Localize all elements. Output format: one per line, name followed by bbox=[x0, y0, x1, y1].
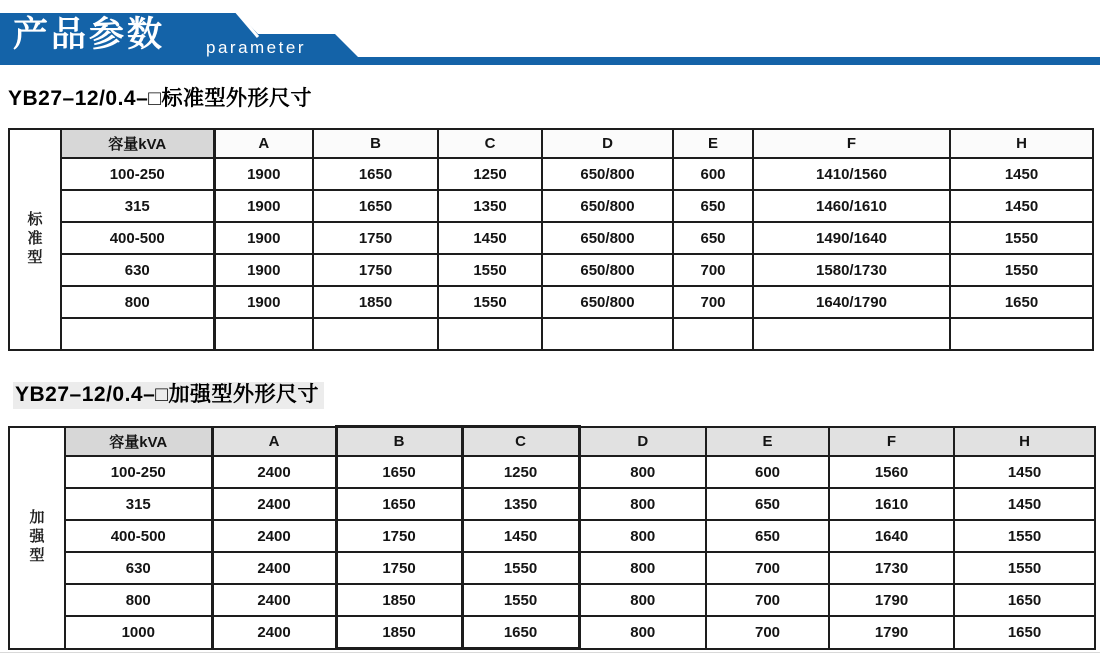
table-cell: 1850 bbox=[336, 584, 462, 616]
table-cell: 1450 bbox=[950, 190, 1093, 222]
table-cell: 700 bbox=[706, 616, 829, 649]
standard-dimensions-table bbox=[8, 128, 1094, 351]
table-cell: 1550 bbox=[950, 254, 1093, 286]
table-cell: 2400 bbox=[212, 552, 336, 584]
table-row bbox=[9, 158, 1093, 190]
table-cell: 1490/1640 bbox=[753, 222, 950, 254]
column-header: H bbox=[950, 129, 1093, 158]
table-cell: 1850 bbox=[336, 616, 462, 649]
table-cell: 1550 bbox=[954, 520, 1095, 552]
table-cell: 1750 bbox=[313, 254, 438, 286]
table-cell: 1450 bbox=[462, 520, 579, 552]
table-cell bbox=[542, 318, 673, 350]
table-cell: 1450 bbox=[950, 158, 1093, 190]
column-header: 容量kVA bbox=[61, 129, 214, 158]
table-cell: 1650 bbox=[954, 616, 1095, 649]
table-cell: 800 bbox=[579, 584, 706, 616]
table-cell: 1550 bbox=[950, 222, 1093, 254]
column-header: C bbox=[462, 427, 579, 457]
column-header: C bbox=[438, 129, 542, 158]
page-header-banner bbox=[0, 0, 1100, 70]
table-cell: 100-250 bbox=[61, 158, 214, 190]
table-cell: 800 bbox=[61, 286, 214, 318]
table-cell: 800 bbox=[579, 488, 706, 520]
table-cell: 2400 bbox=[212, 584, 336, 616]
table-cell: 600 bbox=[673, 158, 753, 190]
table-cell: 1460/1610 bbox=[753, 190, 950, 222]
table-cell: 1650 bbox=[313, 158, 438, 190]
table-cell: 2400 bbox=[212, 520, 336, 552]
table-header-row bbox=[9, 129, 1093, 158]
column-header: H bbox=[954, 427, 1095, 457]
table-cell: 1750 bbox=[336, 552, 462, 584]
table-cell: 400-500 bbox=[65, 520, 212, 552]
table-row bbox=[9, 584, 1095, 616]
table-cell: 650/800 bbox=[542, 286, 673, 318]
table-row bbox=[9, 488, 1095, 520]
table-cell: 800 bbox=[579, 520, 706, 552]
column-header: 容量kVA bbox=[65, 427, 212, 457]
table-cell: 1900 bbox=[214, 254, 313, 286]
side-type-label: 标准型 bbox=[9, 129, 61, 350]
table-cell: 1650 bbox=[336, 456, 462, 488]
table-cell bbox=[438, 318, 542, 350]
table-cell: 1410/1560 bbox=[753, 158, 950, 190]
section-title-reinforced: YB27–12/0.4–□加强型外形尺寸 bbox=[13, 382, 324, 409]
table-cell: 1450 bbox=[438, 222, 542, 254]
column-header: B bbox=[336, 427, 462, 457]
column-header: F bbox=[829, 427, 954, 457]
table-cell: 650/800 bbox=[542, 222, 673, 254]
table-cell: 1350 bbox=[462, 488, 579, 520]
table-row bbox=[9, 616, 1095, 649]
table-cell: 700 bbox=[673, 254, 753, 286]
table-cell: 800 bbox=[579, 456, 706, 488]
table-cell: 1560 bbox=[829, 456, 954, 488]
banner-title: 产品参数 bbox=[13, 15, 166, 54]
column-header: E bbox=[673, 129, 753, 158]
table-header-row bbox=[9, 427, 1095, 457]
table-cell: 700 bbox=[673, 286, 753, 318]
side-type-label: 加强型 bbox=[9, 427, 65, 649]
table-cell: 1850 bbox=[313, 286, 438, 318]
table-cell: 630 bbox=[61, 254, 214, 286]
table-cell: 800 bbox=[579, 616, 706, 649]
column-header: B bbox=[313, 129, 438, 158]
table-cell: 1450 bbox=[954, 456, 1095, 488]
table-cell bbox=[313, 318, 438, 350]
table-cell: 1640/1790 bbox=[753, 286, 950, 318]
table-cell: 1550 bbox=[954, 552, 1095, 584]
table-cell: 700 bbox=[706, 584, 829, 616]
table-cell: 1250 bbox=[438, 158, 542, 190]
table-cell: 800 bbox=[579, 552, 706, 584]
table-cell: 400-500 bbox=[61, 222, 214, 254]
table-row bbox=[9, 190, 1093, 222]
table-cell: 800 bbox=[65, 584, 212, 616]
table-cell: 1750 bbox=[313, 222, 438, 254]
bottom-divider bbox=[0, 652, 1100, 653]
table-cell: 1610 bbox=[829, 488, 954, 520]
column-header: E bbox=[706, 427, 829, 457]
table-cell: 315 bbox=[65, 488, 212, 520]
table-cell: 1000 bbox=[65, 616, 212, 649]
table-cell: 1900 bbox=[214, 286, 313, 318]
table-row bbox=[9, 254, 1093, 286]
table-row bbox=[9, 520, 1095, 552]
table-cell: 1350 bbox=[438, 190, 542, 222]
table-cell: 1650 bbox=[462, 616, 579, 649]
table-cell: 1450 bbox=[954, 488, 1095, 520]
column-header: A bbox=[212, 427, 336, 457]
table-cell: 1750 bbox=[336, 520, 462, 552]
table-cell: 600 bbox=[706, 456, 829, 488]
table-cell: 650/800 bbox=[542, 158, 673, 190]
table-cell: 1790 bbox=[829, 584, 954, 616]
table-cell: 100-250 bbox=[65, 456, 212, 488]
table-cell bbox=[753, 318, 950, 350]
table-row bbox=[9, 286, 1093, 318]
reinforced-dimensions-table bbox=[8, 425, 1096, 650]
table-cell: 1550 bbox=[462, 552, 579, 584]
section-title-standard: YB27–12/0.4–□标准型外形尺寸 bbox=[8, 87, 312, 110]
table-cell bbox=[673, 318, 753, 350]
table-cell: 1790 bbox=[829, 616, 954, 649]
banner-subtitle: parameter bbox=[206, 38, 306, 57]
table-row bbox=[9, 552, 1095, 584]
table-row bbox=[9, 456, 1095, 488]
table-cell: 1550 bbox=[438, 286, 542, 318]
table-cell bbox=[950, 318, 1093, 350]
table-cell bbox=[61, 318, 214, 350]
table-cell: 2400 bbox=[212, 488, 336, 520]
table-cell: 650 bbox=[673, 190, 753, 222]
table-cell: 650 bbox=[706, 520, 829, 552]
table-cell: 650/800 bbox=[542, 190, 673, 222]
table-cell: 1900 bbox=[214, 222, 313, 254]
table-cell: 1250 bbox=[462, 456, 579, 488]
table-cell: 650 bbox=[673, 222, 753, 254]
table-cell: 1900 bbox=[214, 158, 313, 190]
table-cell: 1650 bbox=[336, 488, 462, 520]
table-cell: 1550 bbox=[438, 254, 542, 286]
table-cell: 1650 bbox=[313, 190, 438, 222]
table-cell: 1550 bbox=[462, 584, 579, 616]
table-cell: 630 bbox=[65, 552, 212, 584]
table-cell: 1730 bbox=[829, 552, 954, 584]
table-row bbox=[9, 222, 1093, 254]
table-cell: 2400 bbox=[212, 616, 336, 649]
table-cell: 1650 bbox=[950, 286, 1093, 318]
table-row bbox=[9, 318, 1093, 350]
table-cell: 2400 bbox=[212, 456, 336, 488]
table-cell: 650 bbox=[706, 488, 829, 520]
table-cell: 1640 bbox=[829, 520, 954, 552]
table-cell: 700 bbox=[706, 552, 829, 584]
column-header: A bbox=[214, 129, 313, 158]
column-header: F bbox=[753, 129, 950, 158]
column-header: D bbox=[579, 427, 706, 457]
table-cell: 650/800 bbox=[542, 254, 673, 286]
table-cell: 1650 bbox=[954, 584, 1095, 616]
table-cell bbox=[214, 318, 313, 350]
column-header: D bbox=[542, 129, 673, 158]
table-cell: 315 bbox=[61, 190, 214, 222]
table-cell: 1580/1730 bbox=[753, 254, 950, 286]
table-cell: 1900 bbox=[214, 190, 313, 222]
